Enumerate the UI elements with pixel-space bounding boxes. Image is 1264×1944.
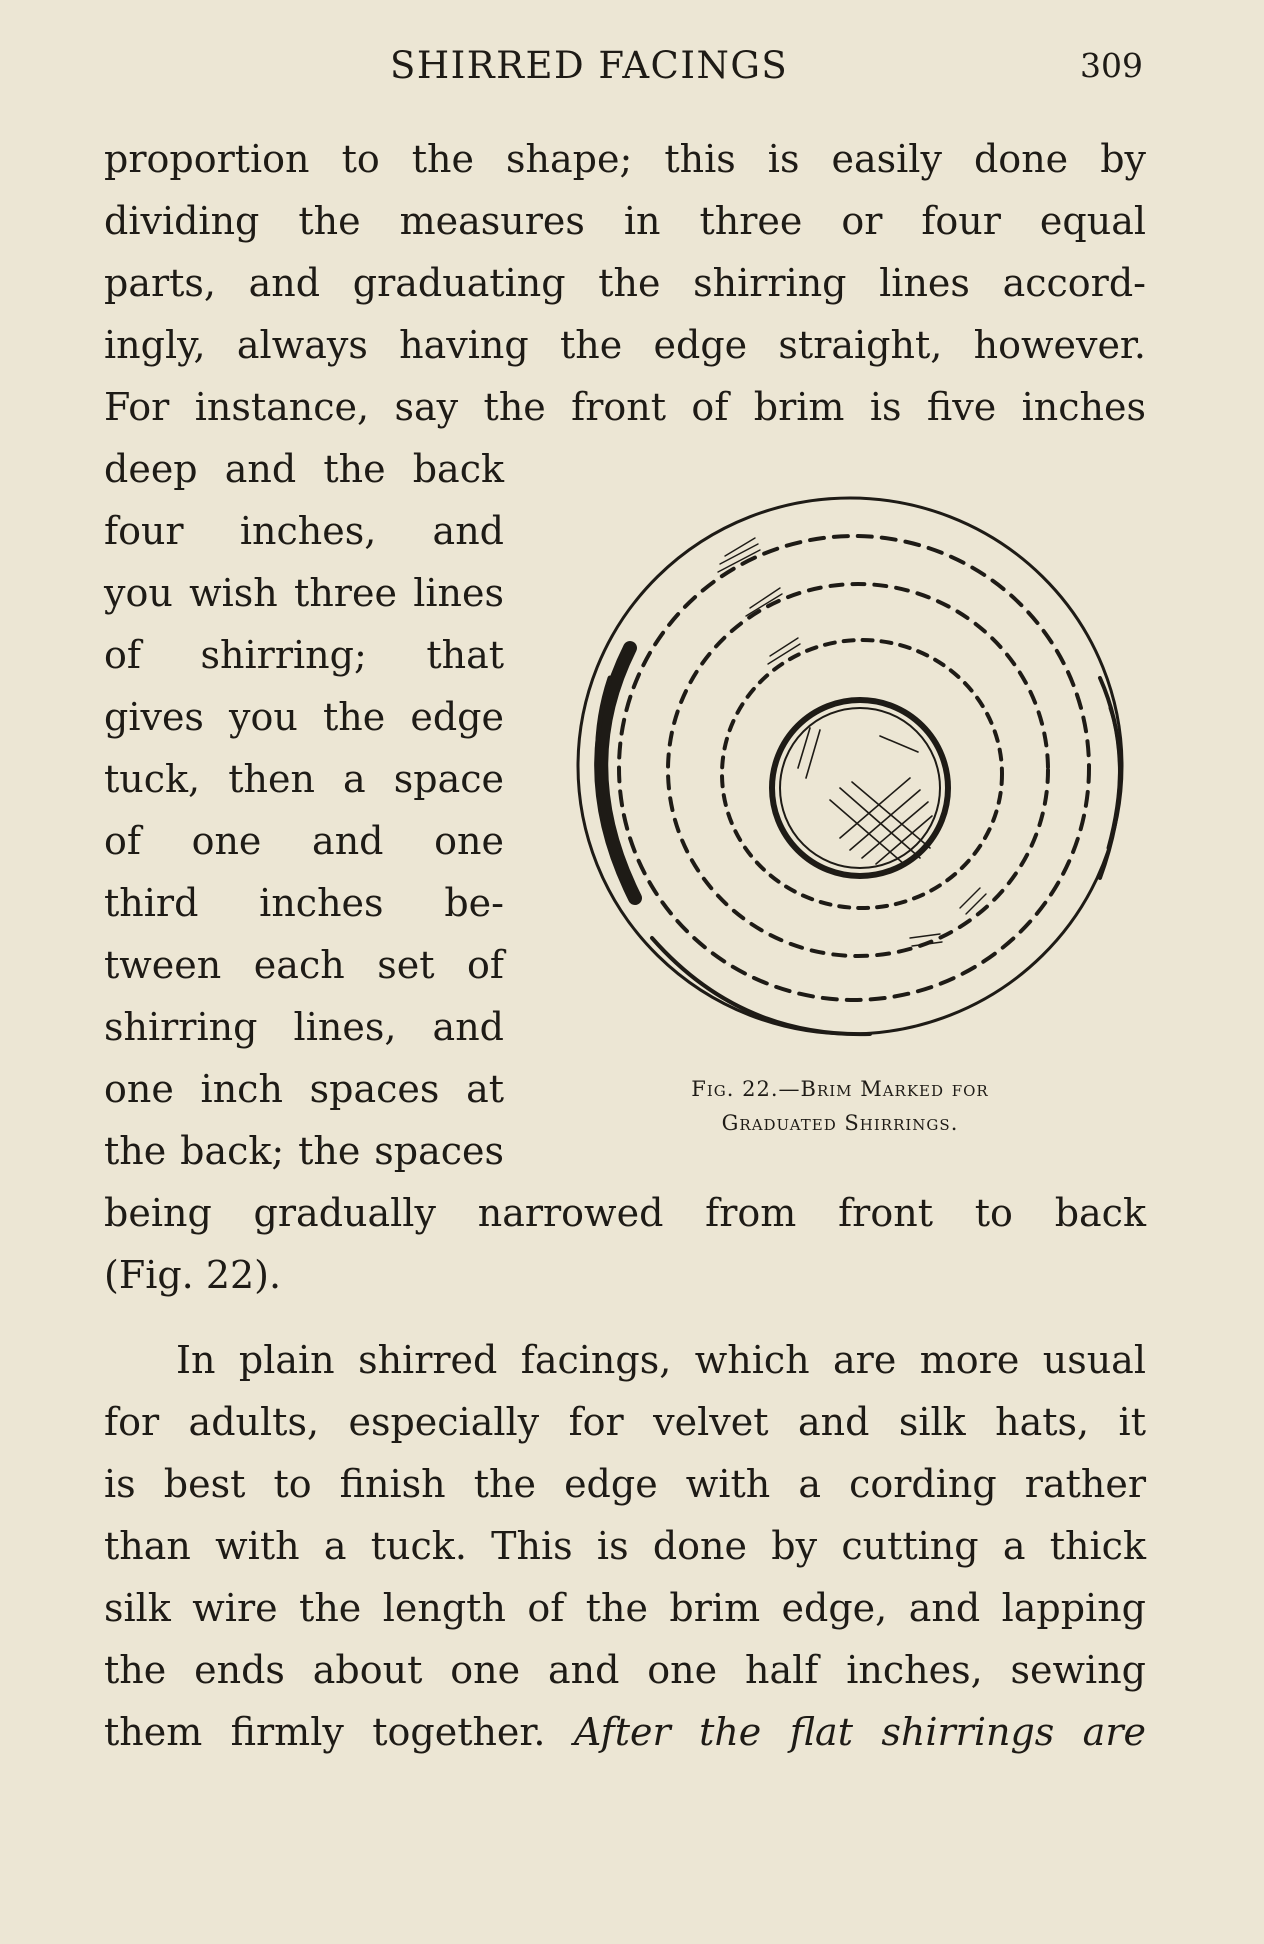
text-line: proportion to the shape; this is easily done by bbox=[104, 137, 1146, 181]
text-line: of one and one bbox=[104, 819, 504, 863]
text-line: than with a tuck. This is done by cutting a thick bbox=[104, 1524, 1146, 1568]
text-line: is best to finish the edge with a cording rather bbox=[104, 1462, 1146, 1506]
text-plain: them firmly together. bbox=[104, 1710, 546, 1754]
text-line: third inches be- bbox=[104, 881, 504, 925]
text-line: the ends about one and one half inches, sewing bbox=[104, 1648, 1146, 1692]
hatching bbox=[798, 728, 932, 864]
text-line: tween each set of bbox=[104, 943, 504, 987]
text-line: (Fig. 22). bbox=[104, 1253, 282, 1297]
text-line: being gradually narrowed from front to back bbox=[104, 1191, 1146, 1235]
text-line: the back; the spaces bbox=[104, 1129, 504, 1173]
figure-caption bbox=[560, 1072, 1120, 1140]
text-line: four inches, and bbox=[104, 509, 504, 553]
running-header: SHIRRED FACINGS bbox=[390, 44, 789, 87]
text-line: For instance, say the front of brim is five inches bbox=[104, 385, 1146, 429]
text-line: deep and the back bbox=[104, 447, 504, 491]
brim-illustration bbox=[540, 478, 1160, 1078]
caption-line-1: Fig. 22.—Brim Marked for bbox=[691, 1077, 989, 1101]
text-line: dividing the measures in three or four equal bbox=[104, 199, 1146, 243]
text-line: In plain shirred facings, which are more usual bbox=[176, 1338, 1146, 1382]
text-line: tuck, then a space bbox=[104, 757, 504, 801]
text-line: parts, and graduating the shirring lines accord- bbox=[104, 261, 1146, 305]
shirring-line-middle bbox=[668, 584, 1048, 956]
text-italic: After the flat shirrings are bbox=[573, 1710, 1146, 1754]
text-line-last bbox=[104, 1701, 1146, 1763]
page-number: 309 bbox=[1080, 46, 1143, 85]
text-line: for adults, especially for velvet and silk hats, it bbox=[104, 1400, 1146, 1444]
text-line: you wish three lines bbox=[104, 571, 504, 615]
brim-outer-edge bbox=[578, 498, 1122, 1034]
text-line: shirring lines, and bbox=[104, 1005, 504, 1049]
caption-line-2: Graduated Shirrings. bbox=[721, 1111, 959, 1135]
text-line: gives you the edge bbox=[104, 695, 504, 739]
text-line: one inch spaces at bbox=[104, 1067, 504, 1111]
shirring-line-outer bbox=[619, 536, 1089, 1000]
text-line: of shirring; that bbox=[104, 633, 504, 677]
text-line: ingly, always having the edge straight, however. bbox=[104, 323, 1146, 367]
text-line: silk wire the length of the brim edge, and lapping bbox=[104, 1586, 1146, 1630]
